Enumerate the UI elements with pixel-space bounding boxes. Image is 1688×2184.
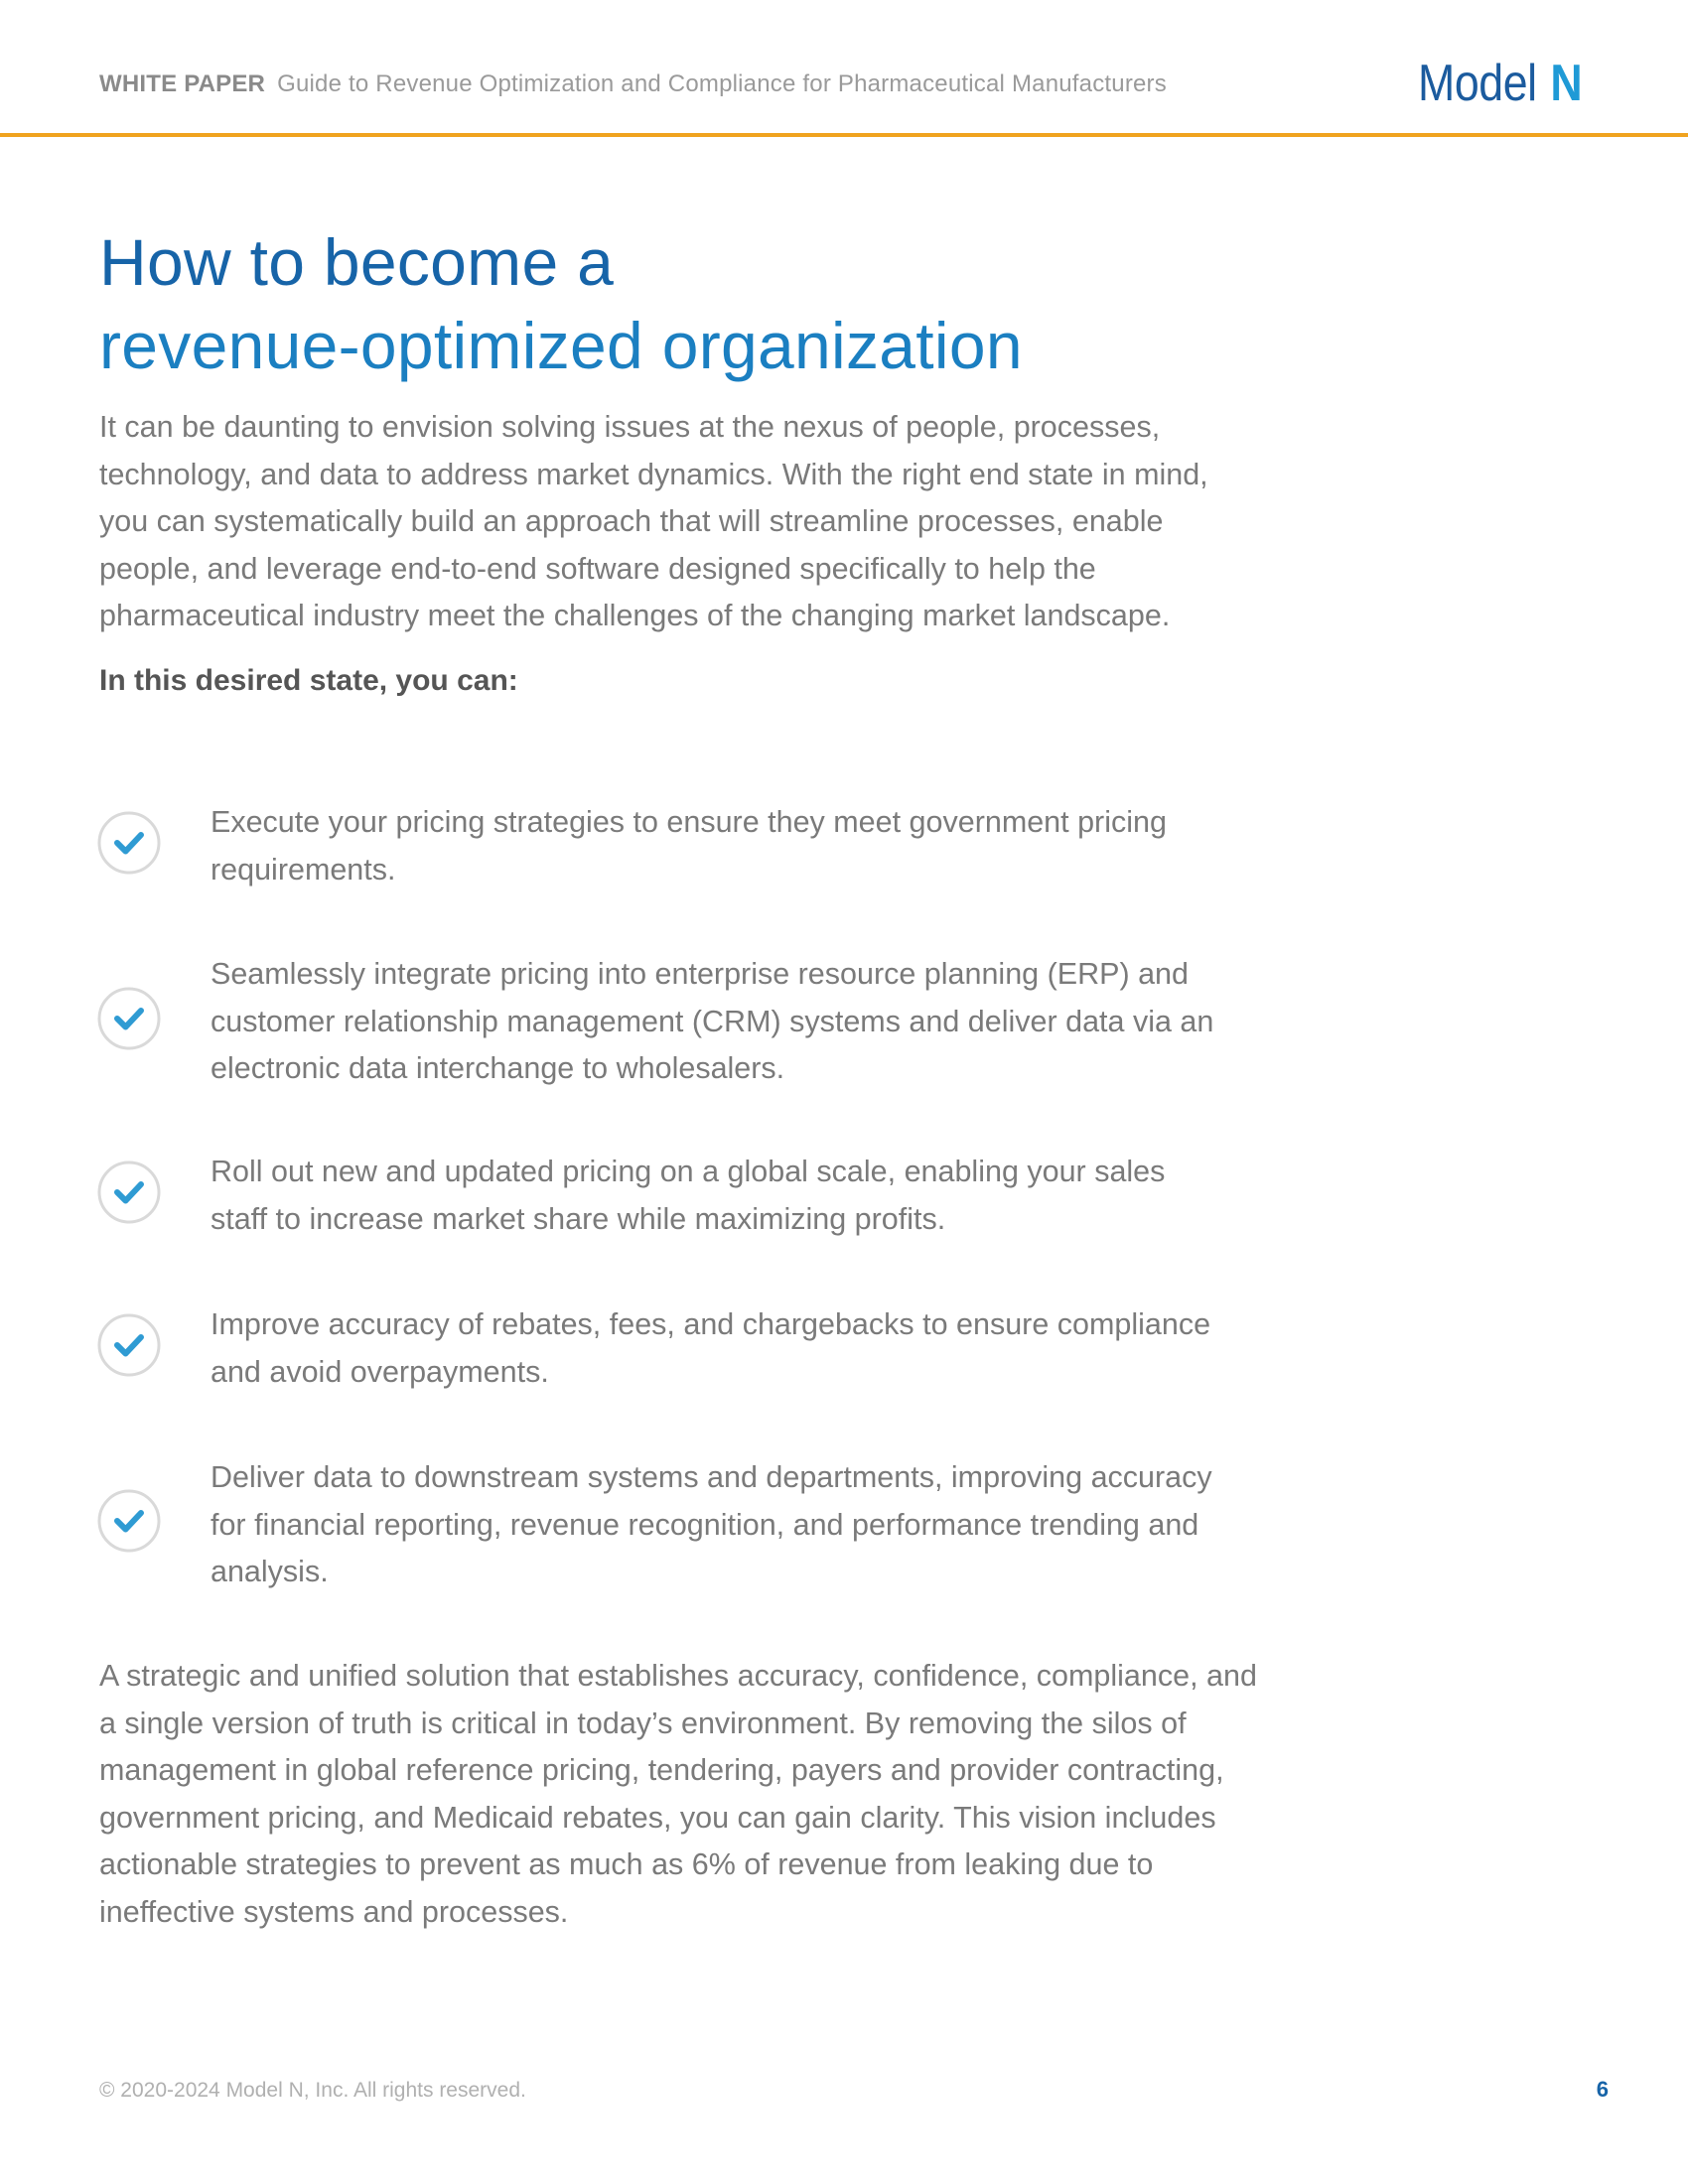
- checkmark-circle-icon: [97, 1313, 161, 1377]
- checklist-item-text: Roll out new and updated pricing on a global scale, enabling your sales staff to increase market share while maximizing profits.: [211, 1155, 1166, 1236]
- header-subtitle: Guide to Revenue Optimization and Compliance for Pharmaceutical Manufacturers: [277, 70, 1167, 97]
- header-text: [99, 70, 1167, 98]
- page-title-line-1: How to become a: [99, 225, 615, 299]
- checkmark-circle-icon: [97, 811, 161, 875]
- closing-paragraph: A strategic and unified solution that establishes accuracy, confidence, compliance, and a single version of truth is critical in today’s environment. By removing the silos of management in global reference pricing, tendering, payers and provider contracting, government pricing, and Medicaid rebates, you can gain clarity. This vision includes actionable strategies to prevent as much as 6% of revenue from leaking due to ineffective systems and processes.: [99, 1659, 1257, 1929]
- checkmark-circle-icon: [97, 987, 161, 1050]
- checklist-item-text: Execute your pricing strategies to ensure they meet government pricing requirements.: [211, 805, 1167, 887]
- checklist-item-text: Deliver data to downstream systems and departments, improving accuracy for financial reporting, revenue recognition, and performance trending and analysis.: [211, 1460, 1212, 1588]
- intro-paragraph: It can be daunting to envision solving issues at the nexus of people, processes, technology, and data to address market dynamics. With the right end state in mind, you can systematically build an approach that will streamline processes, enable people, and leverage end-to-end software designed specifically to help the pharmaceutical industry meet the challenges of the changing market landscape.: [99, 410, 1208, 632]
- page-number: 6: [1596, 2077, 1609, 2102]
- page-header: [0, 0, 1688, 137]
- model-n-logo: [1418, 54, 1582, 113]
- page-title: [99, 220, 1023, 387]
- checklist-item-text: Seamlessly integrate pricing into enterprise resource planning (ERP) and customer relationship management (CRM) systems and deliver data via an electronic data interchange to wholesalers.: [211, 957, 1214, 1085]
- checkmark-circle-icon: [97, 1489, 161, 1553]
- page-title-line-2: revenue-optimized organization: [99, 309, 1023, 382]
- logo-text: Model: [1418, 55, 1537, 112]
- checklist-heading: In this desired state, you can:: [99, 664, 518, 697]
- footer-copyright: © 2020-2024 Model N, Inc. All rights reserved.: [99, 2079, 526, 2102]
- logo-mark: N: [1550, 55, 1583, 112]
- checkmark-circle-icon: [97, 1160, 161, 1224]
- checklist-item-text: Improve accuracy of rebates, fees, and chargebacks to ensure compliance and avoid overpayments.: [211, 1307, 1211, 1389]
- header-label: WHITE PAPER: [99, 70, 266, 97]
